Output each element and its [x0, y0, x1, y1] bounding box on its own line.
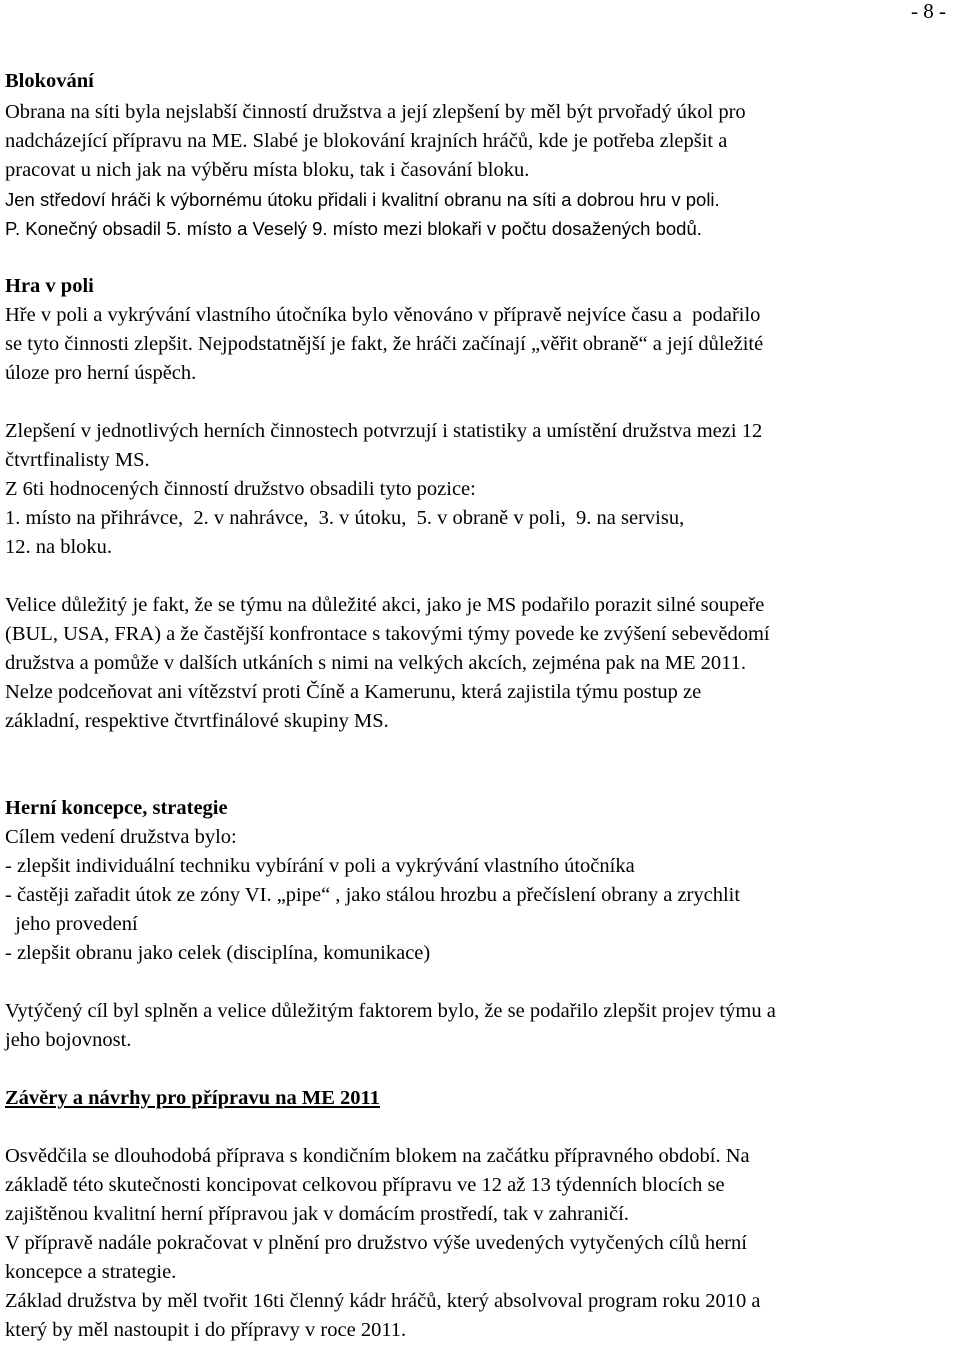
paragraph-line: družstva a pomůže v dalších utkáních s nimi na velkých akcích, zejména pak na ME 2011. [5, 652, 746, 674]
paragraph-line: základní, respektive čtvrtfinálové skupiny MS. [5, 710, 389, 732]
paragraph-line: V přípravě nadále pokračovat v plnění pro družstvo výše uvedených vytyčených cílů herní [5, 1232, 747, 1254]
paragraph-line: čtvrtfinalisty MS. [5, 449, 150, 471]
paragraph-line: Základ družstva by měl tvořit 16ti členný kádr hráčů, který absolvoval program roku 2010 a [5, 1290, 761, 1312]
paragraph-line: Vytýčený cíl byl splněn a velice důležitým faktorem bylo, že se podařilo zlepšit projev týmu a [5, 1000, 776, 1022]
paragraph-line: Velice důležitý je fakt, že se týmu na důležité akci, jako je MS podařilo porazit silné soupeře [5, 594, 765, 616]
paragraph-line: základě této skutečnosti koncipovat celkovou přípravu ve 12 až 13 týdenních blocích se [5, 1174, 725, 1196]
paragraph-line: 1. místo na přihrávce, 2. v nahrávce, 3. v útoku, 5. v obraně v poli, 9. na servisu, [5, 507, 685, 529]
page-number: - 8 - [911, 0, 946, 23]
paragraph-line: pracovat u nich jak na výběru místa bloku, tak i časování bloku. [5, 159, 530, 181]
paragraph-line: nadcházející přípravu na ME. Slabé je blokování krajních hráčů, kde je potřeba zlepšit a [5, 130, 728, 152]
paragraph-line: Osvědčila se dlouhodobá příprava s kondičním blokem na začátku přípravného období. Na [5, 1145, 750, 1167]
section-heading-zavery: Závěry a návrhy pro přípravu na ME 2011 [5, 1087, 380, 1109]
paragraph-line: Cílem vedení družstva bylo: [5, 826, 237, 848]
paragraph-line: Hře v poli a vykrývání vlastního útočníka bylo věnováno v přípravě nejvíce času a podařilo [5, 304, 761, 326]
paragraph-line: který by měl nastoupit i do přípravy v roce 2011. [5, 1319, 407, 1341]
paragraph-line: Obrana na síti byla nejslabší činností družstva a její zlepšení by měl být prvořadý úkol pro [5, 101, 746, 123]
section-heading-hra-v-poli: Hra v poli [5, 275, 94, 297]
paragraph-line: 12. na bloku. [5, 536, 113, 558]
paragraph-line: Zlepšení v jednotlivých herních činnostech potvrzují i statistiky a umístění družstva mezi 12 [5, 420, 763, 442]
paragraph-line: jeho bojovnost. [5, 1029, 132, 1051]
list-item: - častěji zařadit útok ze zóny VI. „pipe“ , jako stálou hrozbu a přečíslení obrany a zrychlit [5, 884, 741, 906]
paragraph-line: P. Konečný obsadil 5. místo a Veselý 9. místo mezi blokaři v počtu dosažených bodů. [5, 218, 702, 239]
paragraph-line: (BUL, USA, FRA) a že častější konfrontace s takovými týmy povede ke zvýšení sebevědomí [5, 623, 770, 645]
paragraph-line: zajištěnou kvalitní herní přípravou jak v domácím prostředí, tak v zahraničí. [5, 1203, 629, 1225]
paragraph-line: Z 6ti hodnocených činností družstvo obsadili tyto pozice: [5, 478, 476, 500]
section-heading-blokovani: Blokování [5, 70, 94, 92]
list-item: - zlepšit obranu jako celek (disciplína, komunikace) [5, 942, 431, 964]
paragraph-line: Jen středoví hráči k výbornému útoku přidali i kvalitní obranu na síti a dobrou hru v poli. [5, 189, 720, 210]
list-item: - zlepšit individuální techniku vybírání v poli a vykrývání vlastního útočníka [5, 855, 635, 877]
list-item-continuation: jeho provedení [5, 913, 138, 935]
paragraph-line: úloze pro herní úspěch. [5, 362, 197, 384]
paragraph-line: koncepce a strategie. [5, 1261, 177, 1283]
section-heading-herni-koncepce: Herní koncepce, strategie [5, 797, 228, 819]
paragraph-line: Nelze podceňovat ani vítězství proti Číně a Kamerunu, která zajistila týmu postup ze [5, 681, 702, 703]
paragraph-line: se tyto činnosti zlepšit. Nejpodstatnější je fakt, že hráči začínají „věřit obraně“ a její důležité [5, 333, 764, 355]
